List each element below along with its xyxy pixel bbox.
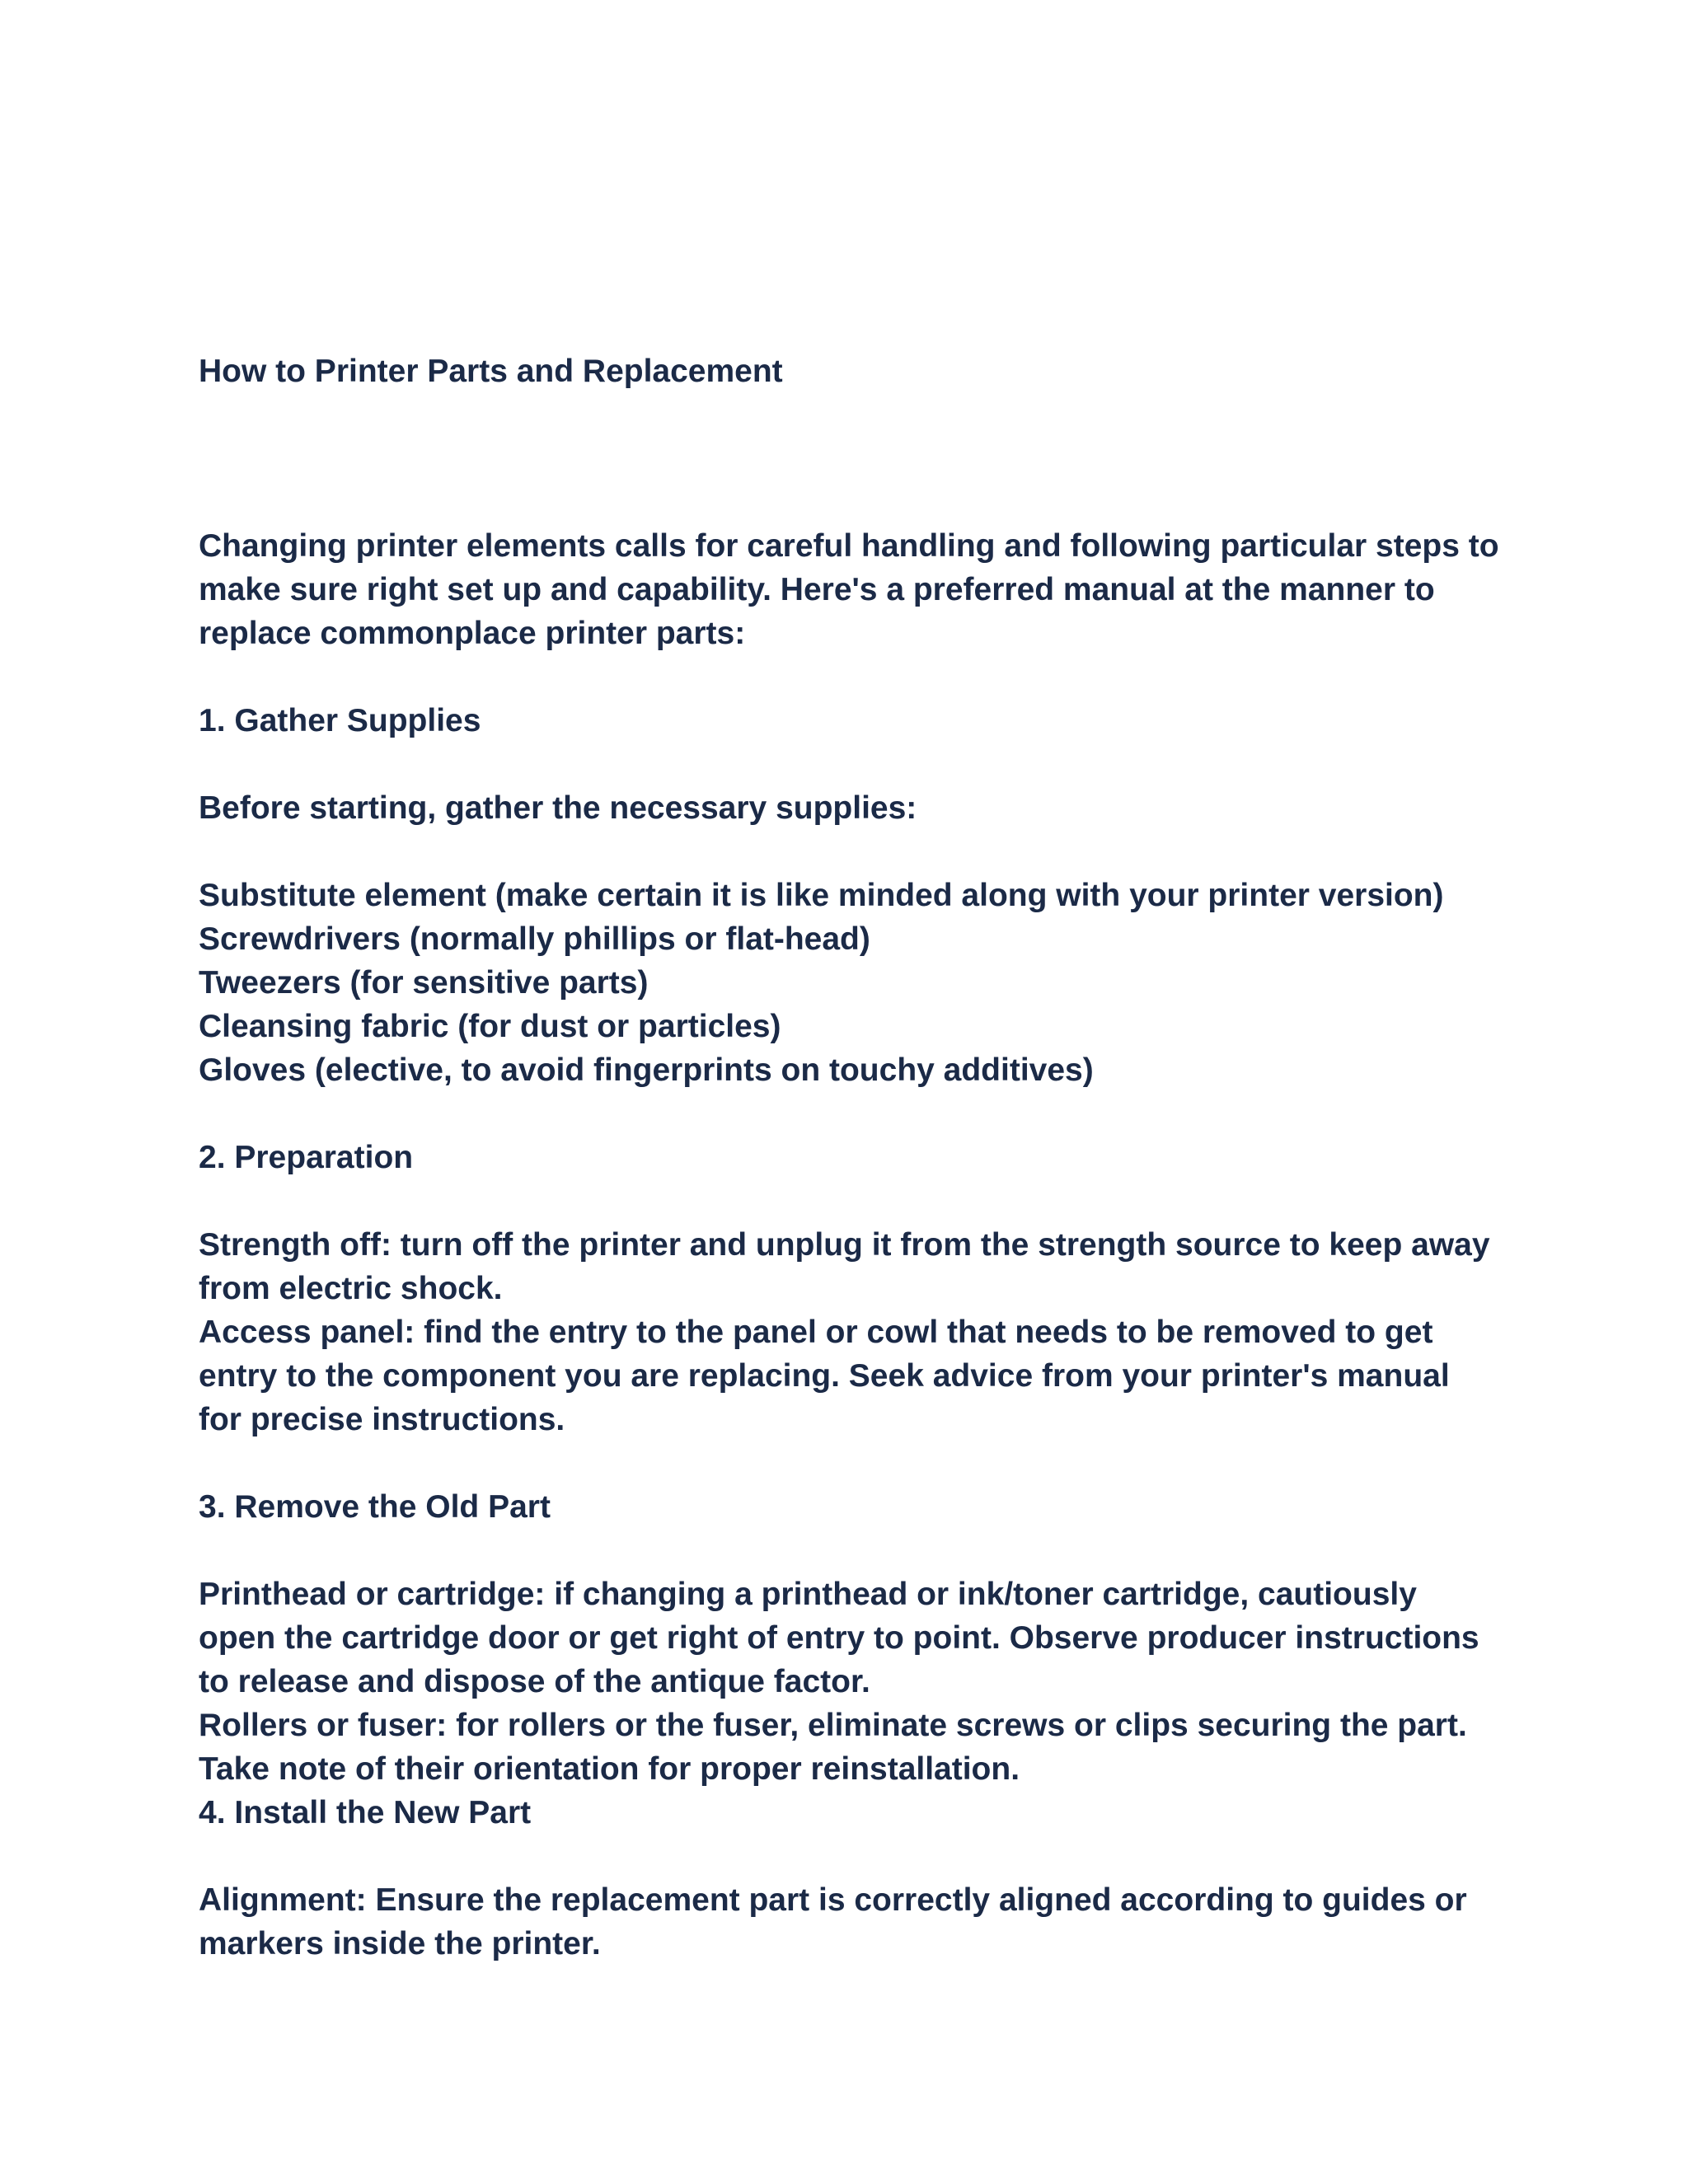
remove-item: Rollers or fuser: for rollers or the fuser, eliminate screws or clips securing the part. Take note of their orientation for proper reinstallation. [199,1708,1476,1787]
supplies-lead: Before starting, gather the necessary supplies: [199,790,917,826]
remove-item: Printhead or cartridge: if changing a printhead or ink/toner cartridge, cautiously open the cartridge door or get right of entry to point. Observe producer instructions to release and dispose of the antique factor. [199,1577,1489,1699]
paragraph-gap [199,830,1501,874]
paragraph-gap [199,1092,1501,1136]
section-heading-supplies: 1. Gather Supplies [199,703,481,738]
supply-item: Tweezers (for sensitive parts) [199,965,649,1001]
intro-paragraph: Changing printer elements calls for careful handling and following particular steps to make sure right set up and capability. Here's a preferred manual at the manner to replace commonplace printer parts: [199,528,1508,651]
paragraph-gap [199,655,1501,699]
section-heading-preparation: 2. Preparation [199,1140,414,1175]
section-heading-install: 4. Install the New Part [199,1795,532,1830]
paragraph-gap [199,1179,1501,1223]
install-item: Alignment: Ensure the replacement part is correctly aligned according to guides or markers inside the printer. [199,1882,1476,1961]
document-title: How to Printer Parts and Replacement [199,354,783,389]
supply-item: Screwdrivers (normally phillips or flat-head) [199,921,870,957]
paragraph-gap [199,1529,1501,1572]
preparation-item: Strength off: turn off the printer and unplug it from the strength source to keep away from electric shock. [199,1227,1499,1306]
paragraph-gap [199,1441,1501,1485]
paragraph-gap [199,743,1501,786]
section-heading-remove: 3. Remove the Old Part [199,1489,551,1525]
supply-item: Substitute element (make certain it is like minded along with your printer version) [199,878,1444,913]
supply-item: Gloves (elective, to avoid fingerprints on touchy additives) [199,1052,1094,1088]
supply-item: Cleansing fabric (for dust or particles) [199,1009,781,1044]
document-body [199,524,1508,1966]
paragraph-gap [199,1835,1501,1878]
preparation-item: Access panel: find the entry to the panel or cowl that needs to be removed to get entry to the component you are replacing. Seek advice from your printer's manual for precise instructions. [199,1315,1459,1437]
